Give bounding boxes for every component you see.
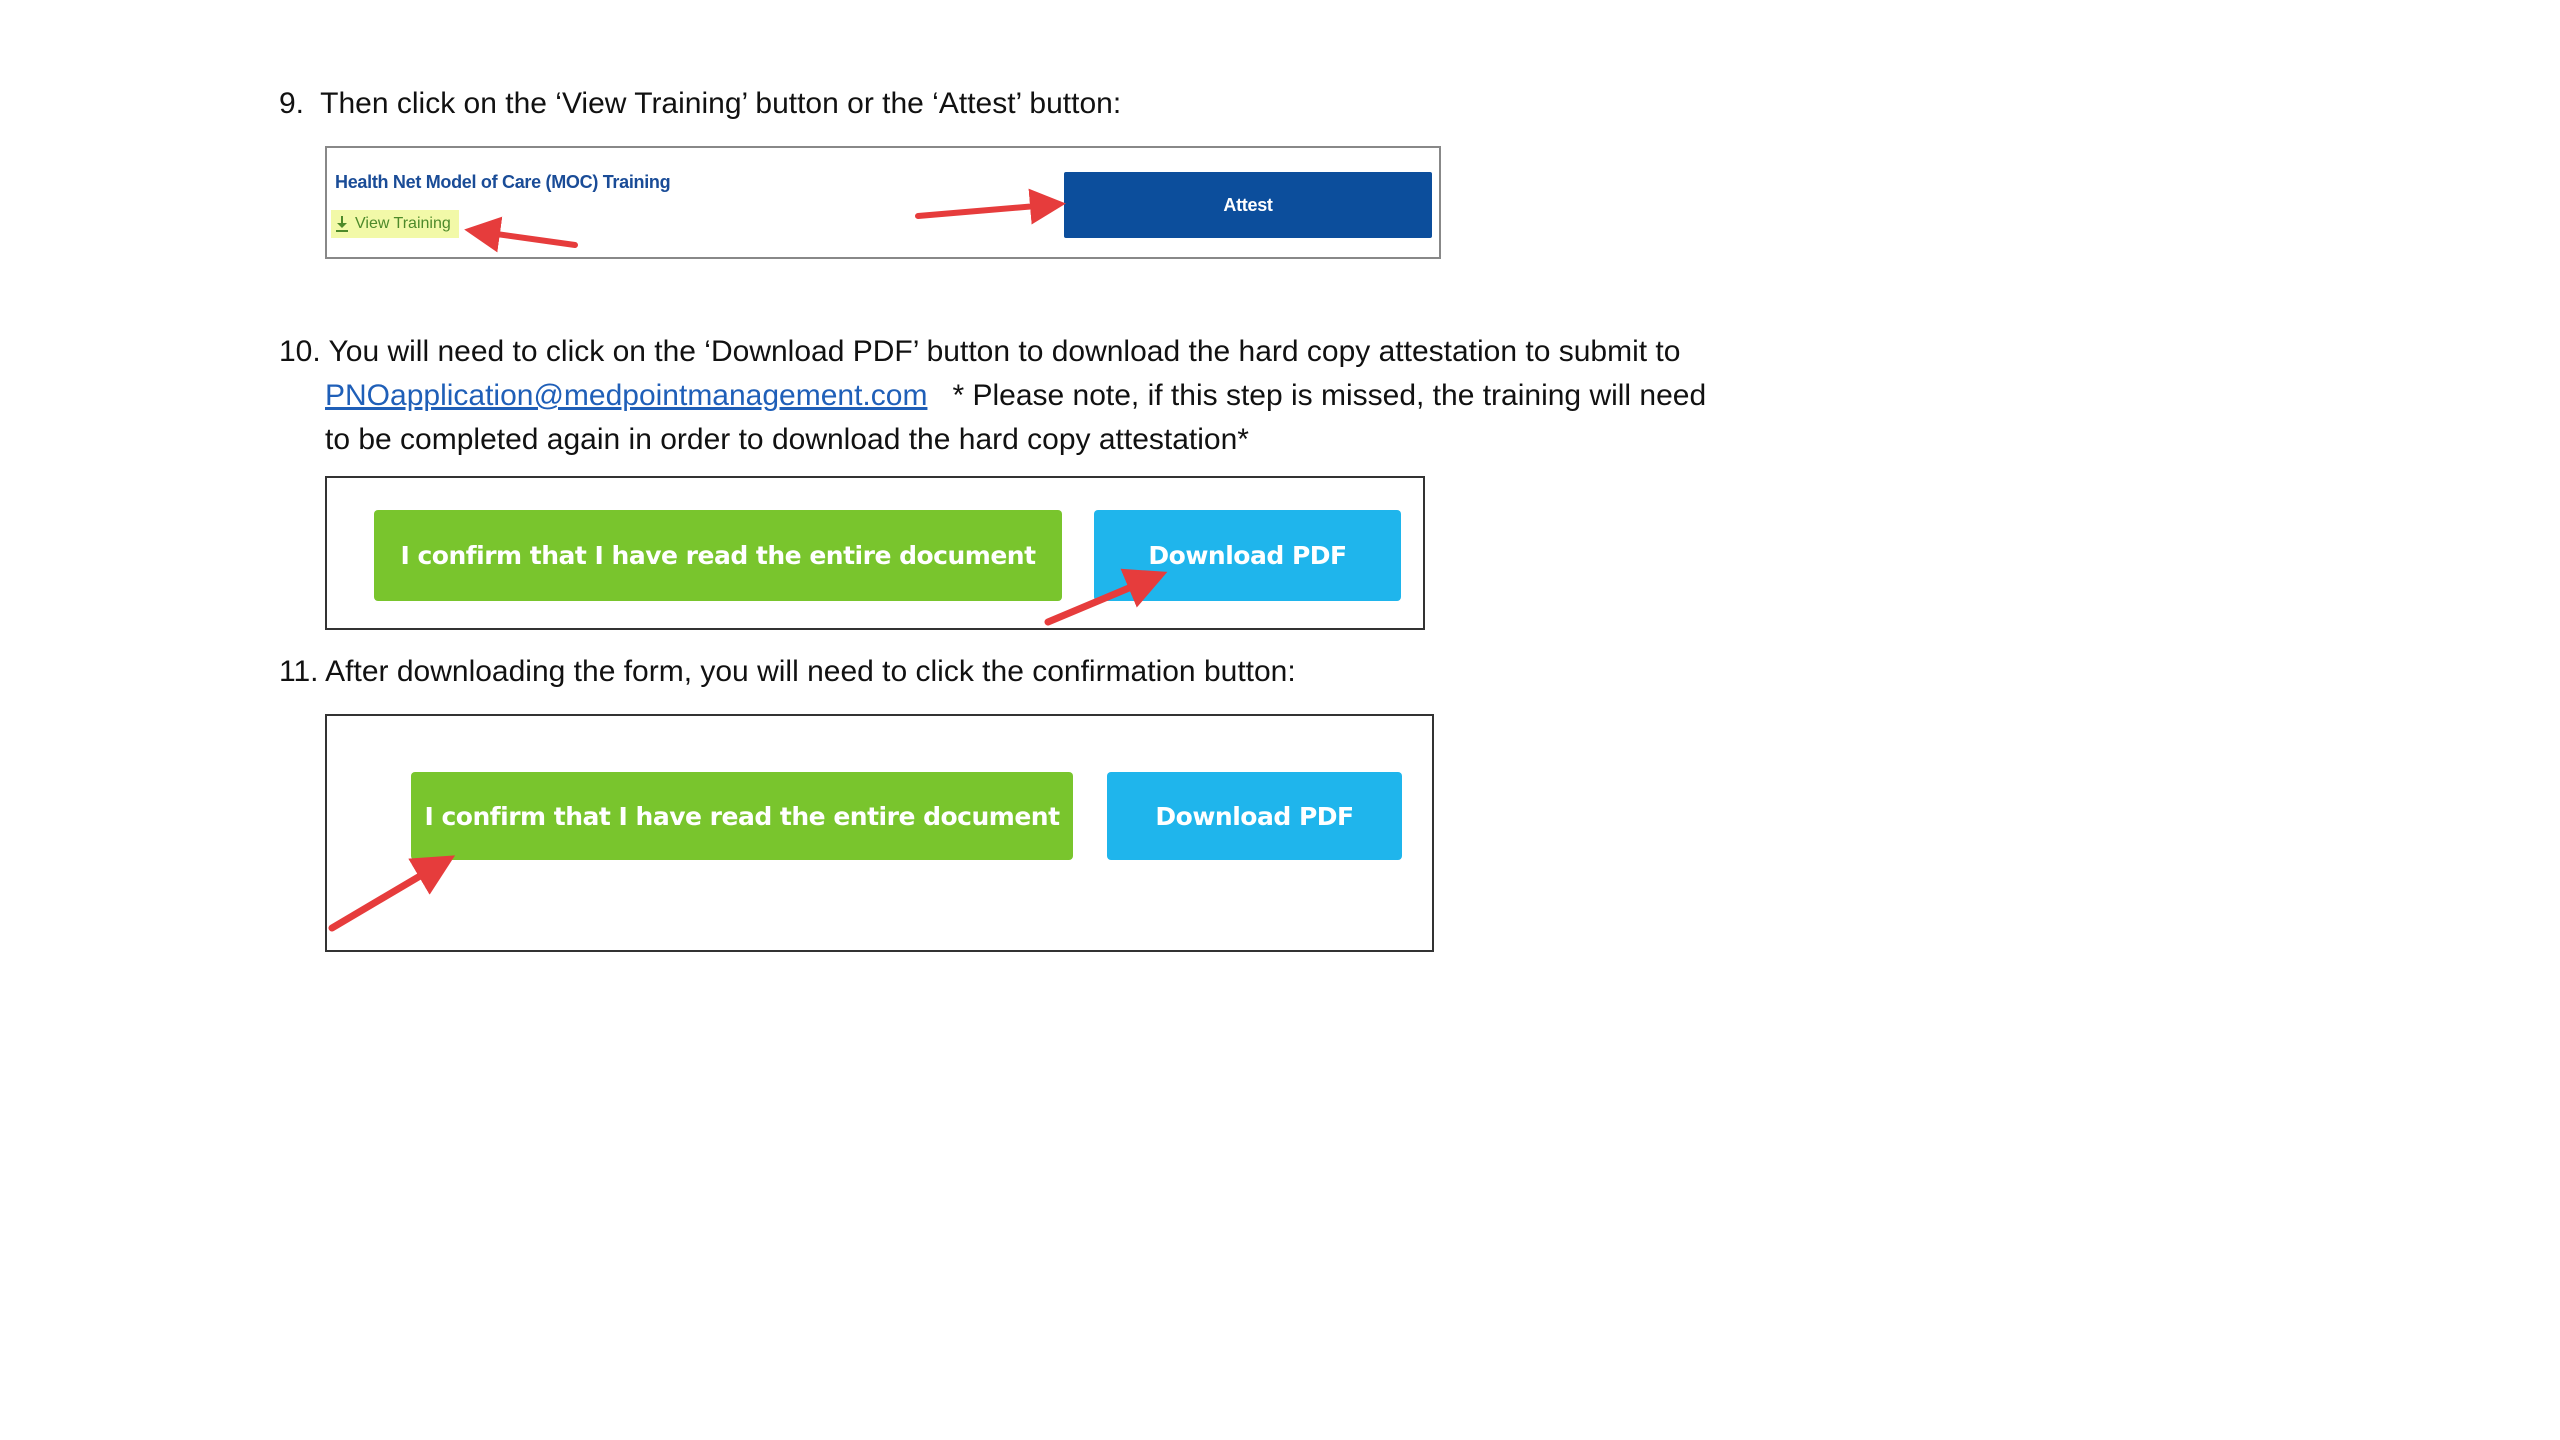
confirm-read-button[interactable]: I confirm that I have read the entire document (374, 510, 1062, 601)
training-title: Health Net Model of Care (MOC) Training (335, 172, 671, 192)
step-10-line-3 (325, 418, 1249, 462)
step-11-text (279, 650, 1296, 694)
download-pdf-button[interactable]: Download PDF (1094, 510, 1401, 601)
step-11-screenshot-panel (325, 714, 1434, 952)
view-training-label: View Training (355, 215, 451, 232)
step-9-text (279, 82, 1121, 126)
view-training-button[interactable] (331, 210, 459, 238)
step-9-instruction: Then click on the ‘View Training’ button or the ‘Attest’ button: (320, 87, 1122, 120)
email-link[interactable]: PNOapplication@medpointmanagement.com (325, 379, 928, 412)
step-9-screenshot-panel (325, 146, 1441, 259)
step-10-line-1 (279, 330, 1680, 374)
step-9-number: 9. (279, 87, 305, 120)
step-10-instruction-line-1: You will need to click on the ‘Download PDF’ button to download the hard copy attestation to submit to (328, 335, 1681, 368)
step-11-instruction: After downloading the form, you will need to click the confirmation button: (325, 655, 1296, 688)
download-pdf-button[interactable]: Download PDF (1107, 772, 1402, 860)
step-10-instruction-line-2: * Please note, if this step is missed, the training will need (952, 379, 1707, 412)
download-icon (335, 215, 349, 233)
confirm-read-button[interactable]: I confirm that I have read the entire document (411, 772, 1073, 860)
step-11-number: 11. (279, 655, 319, 688)
step-10-screenshot-panel (325, 476, 1425, 630)
attest-button[interactable]: Attest (1064, 172, 1432, 238)
step-10-instruction-line-3: to be completed again in order to download the hard copy attestation* (325, 423, 1249, 456)
step-10-line-2 (325, 374, 1706, 418)
step-10-number: 10. (279, 335, 321, 368)
